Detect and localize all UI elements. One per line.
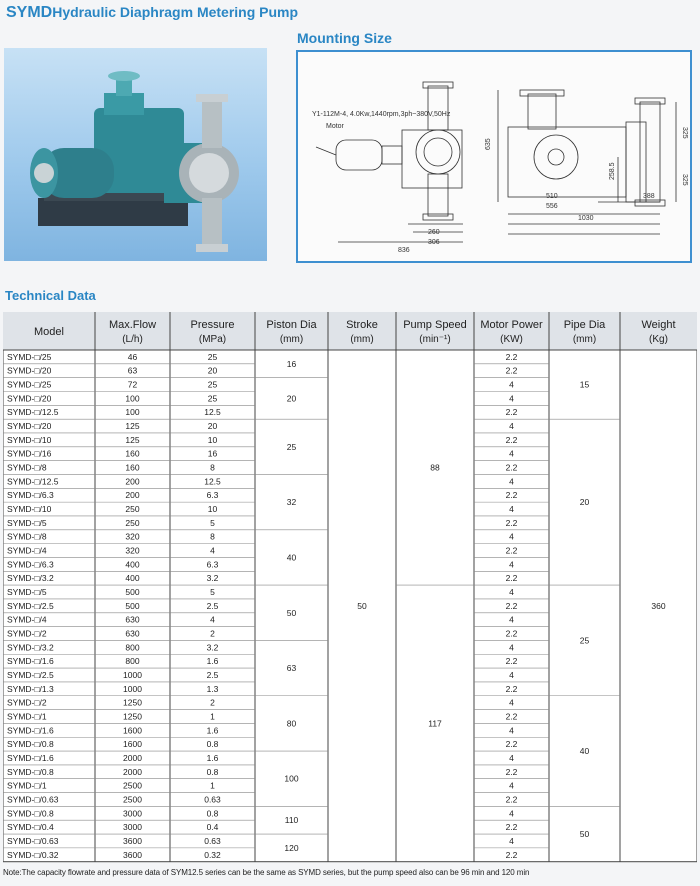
cell-motor-power: 2.2 <box>505 351 518 362</box>
cell-pressure: 8 <box>210 531 215 542</box>
cell-model: SYMD-□/0.63 <box>7 794 59 805</box>
header-stroke-unit: (mm) <box>350 334 374 345</box>
cell-flow: 200 <box>125 490 140 501</box>
cell-model: SYMD-□/6.3 <box>7 490 54 501</box>
cell-pressure: 10 <box>207 434 218 445</box>
cell-model: SYMD-□/20 <box>7 421 52 432</box>
cell-flow: 2000 <box>123 752 142 763</box>
cell-pressure: 20 <box>207 421 218 432</box>
cell-motor-power: 2.2 <box>505 822 518 833</box>
cell-flow: 63 <box>127 365 138 376</box>
cell-flow: 46 <box>127 351 138 362</box>
cell-pressure: 1.6 <box>206 752 219 763</box>
cell-motor-power: 4 <box>509 421 514 432</box>
cell-motor-power: 4 <box>509 835 514 846</box>
pump-photo <box>4 48 267 261</box>
cell-model: SYMD-□/1.6 <box>7 725 54 736</box>
cell-motor-power: 4 <box>509 379 514 390</box>
cell-pipe-dia: 20 <box>579 497 590 508</box>
header-weight: Weight <box>641 319 676 331</box>
cell-pressure: 0.63 <box>204 794 221 805</box>
cell-pressure: 12.5 <box>204 476 221 487</box>
cell-model: SYMD-□/20 <box>7 365 52 376</box>
cell-flow: 1250 <box>123 711 142 722</box>
technical-data-title: Technical Data <box>5 288 96 303</box>
motor-spec-label: Y1-112M-4, 4.0Kw,1440rpm,3ph~380V,50Hz <box>312 111 451 118</box>
cell-flow: 3600 <box>123 849 142 860</box>
dim-1030: 1030 <box>578 215 594 222</box>
cell-flow: 250 <box>125 504 140 515</box>
cell-pressure: 1.6 <box>206 725 219 736</box>
mounting-schematic <box>298 52 690 261</box>
cell-flow: 800 <box>125 642 140 653</box>
cell-model: SYMD-□/4 <box>7 545 47 556</box>
cell-flow: 125 <box>125 421 140 432</box>
cell-pressure: 20 <box>207 365 218 376</box>
cell-piston-dia: 100 <box>284 773 299 784</box>
cell-pressure: 5 <box>210 517 215 528</box>
cell-motor-power: 4 <box>509 670 514 681</box>
cell-pressure: 0.4 <box>206 822 219 833</box>
dim-260: 260 <box>428 229 440 236</box>
cell-motor-power: 2.2 <box>505 794 518 805</box>
cell-motor-power: 4 <box>509 559 514 570</box>
cell-pipe-dia: 50 <box>579 829 590 840</box>
cell-flow: 1000 <box>123 683 142 694</box>
cell-model: SYMD-□/8 <box>7 531 47 542</box>
header-speed: Pump Speed <box>403 319 467 331</box>
cell-motor-power: 4 <box>509 504 514 515</box>
header-pipe: Pipe Dia <box>563 319 606 331</box>
cell-motor-power: 2.2 <box>505 573 518 584</box>
dim-258: 258.5 <box>609 162 616 180</box>
cell-pressure: 10 <box>207 504 218 515</box>
cell-flow: 3600 <box>123 835 142 846</box>
cell-pressure: 1.3 <box>206 683 219 694</box>
footnote: Note:The capacity flowrate and pressure data of SYM12.5 series can be the same as SYMD series, but the pump speed also can be 96 min and 120 min <box>3 868 530 877</box>
cell-motor-power: 4 <box>509 780 514 791</box>
dim-556: 556 <box>546 203 558 210</box>
cell-pressure: 2.5 <box>206 670 219 681</box>
cell-pressure: 1 <box>210 711 215 722</box>
cell-model: SYMD-□/12.5 <box>7 407 59 418</box>
cell-model: SYMD-□/0.63 <box>7 835 59 846</box>
cell-flow: 1000 <box>123 670 142 681</box>
cell-flow: 320 <box>125 531 140 542</box>
cell-model: SYMD-□/0.4 <box>7 822 54 833</box>
cell-motor-power: 4 <box>509 725 514 736</box>
dim-306: 306 <box>428 239 440 246</box>
header-flow-unit: (L/h) <box>122 334 143 345</box>
cell-flow: 630 <box>125 614 140 625</box>
motor-label: Motor <box>326 123 344 130</box>
cell-piston-dia: 40 <box>286 552 297 563</box>
table-frame <box>3 312 697 862</box>
cell-motor-power: 4 <box>509 476 514 487</box>
cell-model: SYMD-□/4 <box>7 614 47 625</box>
cell-flow: 125 <box>125 434 140 445</box>
cell-motor-power: 2.2 <box>505 490 518 501</box>
cell-motor-power: 2.2 <box>505 517 518 528</box>
technical-data-table <box>3 312 697 864</box>
header-pressure-unit: (MPa) <box>198 334 227 345</box>
cell-model: SYMD-□/20 <box>7 393 52 404</box>
cell-pressure: 25 <box>207 351 218 362</box>
dim-510: 510 <box>546 193 558 200</box>
cell-pressure: 6.3 <box>206 559 219 570</box>
cell-flow: 2500 <box>123 794 142 805</box>
cell-pipe-dia: 40 <box>579 746 590 757</box>
dim-635: 635 <box>485 138 492 150</box>
cell-flow: 1600 <box>123 739 142 750</box>
cell-motor-power: 4 <box>509 697 514 708</box>
header-flow: Max.Flow <box>108 319 157 331</box>
cell-model: SYMD-□/0.8 <box>7 808 54 819</box>
cell-motor-power: 4 <box>509 587 514 598</box>
cell-motor-power: 4 <box>509 448 514 459</box>
cell-pressure: 0.32 <box>204 849 221 860</box>
header-pressure: Pressure <box>190 319 235 331</box>
cell-flow: 100 <box>125 407 140 418</box>
cell-piston-dia: 110 <box>284 815 299 826</box>
cell-pressure: 25 <box>207 393 218 404</box>
cell-model: SYMD-□/5 <box>7 587 47 598</box>
cell-model: SYMD-□/5 <box>7 517 47 528</box>
header-power: Motor Power <box>480 319 543 331</box>
cell-motor-power: 2.2 <box>505 462 518 473</box>
cell-model: SYMD-□/1 <box>7 780 47 791</box>
cell-piston-dia: 32 <box>286 497 297 508</box>
cell-pipe-dia: 25 <box>579 635 590 646</box>
mounting-size-title: Mounting Size <box>297 30 392 46</box>
mounting-drawing <box>296 50 692 263</box>
cell-pressure: 1 <box>210 780 215 791</box>
cell-pressure: 12.5 <box>204 407 221 418</box>
cell-motor-power: 2.2 <box>505 545 518 556</box>
header-piston: Piston Dia <box>266 319 317 331</box>
cell-piston-dia: 20 <box>286 393 297 404</box>
cell-motor-power: 2.2 <box>505 365 518 376</box>
page-title <box>6 4 298 22</box>
cell-flow: 200 <box>125 476 140 487</box>
cell-flow: 500 <box>125 600 140 611</box>
cell-piston-dia: 25 <box>286 441 297 452</box>
cell-pressure: 3.2 <box>206 642 219 653</box>
cell-pressure: 0.8 <box>206 808 219 819</box>
cell-stroke: 50 <box>357 600 367 611</box>
cell-flow: 2500 <box>123 780 142 791</box>
cell-motor-power: 2.2 <box>505 849 518 860</box>
header-weight-unit: (Kg) <box>649 334 668 345</box>
cell-motor-power: 4 <box>509 642 514 653</box>
cell-model: SYMD-□/2 <box>7 628 47 639</box>
cell-model: SYMD-□/2 <box>7 697 47 708</box>
cell-flow: 100 <box>125 393 140 404</box>
cell-model: SYMD-□/3.2 <box>7 642 54 653</box>
cell-motor-power: 2.2 <box>505 766 518 777</box>
cell-model: SYMD-□/0.8 <box>7 766 54 777</box>
cell-model: SYMD-□/2.5 <box>7 670 54 681</box>
cell-flow: 3000 <box>123 822 142 833</box>
cell-motor-power: 4 <box>509 808 514 819</box>
cell-model: SYMD-□/0.32 <box>7 849 59 860</box>
cell-model: SYMD-□/1 <box>7 711 47 722</box>
cell-pressure: 16 <box>207 448 218 459</box>
dim-388: 388 <box>643 193 655 200</box>
cell-flow: 160 <box>125 462 140 473</box>
cell-model: SYMD-□/10 <box>7 434 52 445</box>
cell-flow: 500 <box>125 587 140 598</box>
cell-motor-power: 2.2 <box>505 656 518 667</box>
cell-motor-power: 2.2 <box>505 683 518 694</box>
dim-836: 836 <box>398 247 410 254</box>
cell-flow: 320 <box>125 545 140 556</box>
header-stroke: Stroke <box>346 319 378 331</box>
header-speed-unit: (min⁻¹) <box>419 334 451 345</box>
header-power-unit: (KW) <box>500 334 523 345</box>
cell-flow: 400 <box>125 573 140 584</box>
cell-pressure: 2 <box>210 697 215 708</box>
cell-model: SYMD-□/6.3 <box>7 559 54 570</box>
dim-325-upper: 325 <box>681 127 688 139</box>
cell-piston-dia: 63 <box>286 663 297 674</box>
technical-table-svg <box>3 312 697 864</box>
cell-motor-power: 4 <box>509 614 514 625</box>
cell-pressure: 1.6 <box>206 656 219 667</box>
cell-pressure: 2 <box>210 628 215 639</box>
cell-flow: 1600 <box>123 725 142 736</box>
cell-model: SYMD-□/0.8 <box>7 739 54 750</box>
cell-flow: 2000 <box>123 766 142 777</box>
cell-pressure: 4 <box>210 614 215 625</box>
cell-flow: 250 <box>125 517 140 528</box>
cell-pressure: 25 <box>207 379 218 390</box>
cell-model: SYMD-□/2.5 <box>7 600 54 611</box>
cell-motor-power: 2.2 <box>505 739 518 750</box>
cell-weight: 360 <box>651 600 666 611</box>
cell-model: SYMD-□/8 <box>7 462 47 473</box>
header-pipe-unit: (mm) <box>572 334 597 345</box>
cell-pressure: 8 <box>210 462 215 473</box>
brand-name: SYMD <box>6 4 53 21</box>
cell-model: SYMD-□/12.5 <box>7 476 59 487</box>
cell-motor-power: 2.2 <box>505 434 518 445</box>
cell-piston-dia: 120 <box>284 842 299 853</box>
header-model: Model <box>34 326 64 338</box>
cell-flow: 1250 <box>123 697 142 708</box>
cell-flow: 400 <box>125 559 140 570</box>
cell-flow: 800 <box>125 656 140 667</box>
cell-pressure: 5 <box>210 587 215 598</box>
cell-motor-power: 4 <box>509 393 514 404</box>
cell-model: SYMD-□/25 <box>7 351 52 362</box>
pump-illustration <box>4 48 267 261</box>
cell-pressure: 4 <box>210 545 215 556</box>
cell-pipe-dia: 15 <box>579 379 590 390</box>
cell-model: SYMD-□/3.2 <box>7 573 54 584</box>
cell-flow: 630 <box>125 628 140 639</box>
cell-pressure: 2.5 <box>206 600 219 611</box>
cell-pump-speed: 88 <box>430 462 440 473</box>
cell-pressure: 3.2 <box>206 573 219 584</box>
cell-model: SYMD-□/1.6 <box>7 656 54 667</box>
dim-325-lower: 325 <box>681 174 688 186</box>
header-piston-unit: (mm) <box>279 334 304 345</box>
cell-flow: 72 <box>127 379 138 390</box>
cell-piston-dia: 50 <box>286 607 297 618</box>
cell-model: SYMD-□/25 <box>7 379 52 390</box>
cell-model: SYMD-□/16 <box>7 448 52 459</box>
cell-motor-power: 2.2 <box>505 600 518 611</box>
cell-model: SYMD-□/1.3 <box>7 683 54 694</box>
cell-motor-power: 2.2 <box>505 628 518 639</box>
cell-piston-dia: 16 <box>286 358 297 369</box>
cell-pressure: 0.63 <box>204 835 221 846</box>
cell-motor-power: 4 <box>509 531 514 542</box>
cell-motor-power: 2.2 <box>505 711 518 722</box>
cell-model: SYMD-□/10 <box>7 504 52 515</box>
cell-model: SYMD-□/1.6 <box>7 752 54 763</box>
cell-pump-speed: 117 <box>428 718 442 729</box>
product-name: Hydraulic Diaphragm Metering Pump <box>52 4 299 20</box>
cell-piston-dia: 80 <box>286 718 297 729</box>
cell-motor-power: 4 <box>509 752 514 763</box>
cell-pressure: 0.8 <box>206 739 219 750</box>
cell-flow: 3000 <box>123 808 142 819</box>
cell-pressure: 0.8 <box>206 766 219 777</box>
cell-pressure: 6.3 <box>206 490 219 501</box>
cell-motor-power: 2.2 <box>505 407 518 418</box>
cell-flow: 160 <box>125 448 140 459</box>
